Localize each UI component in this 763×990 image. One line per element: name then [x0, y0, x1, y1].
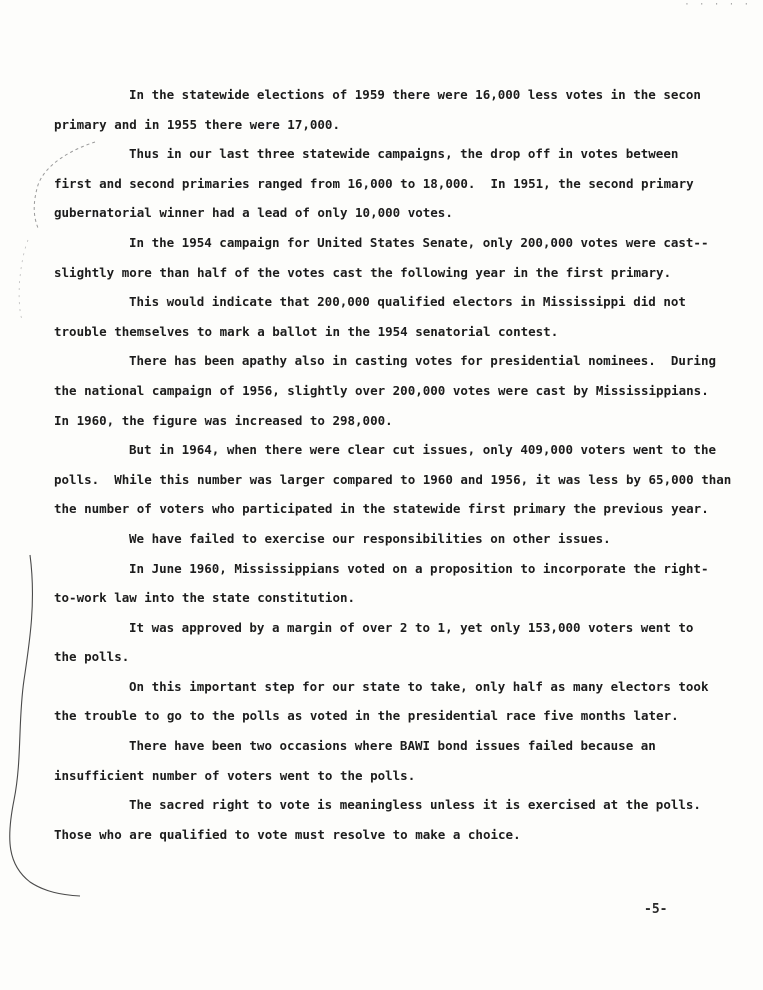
- text-line: We have failed to exercise our responsibilities on other issues.: [129, 530, 611, 546]
- text-line: the polls.: [54, 649, 130, 665]
- text-line: It was approved by a margin of over 2 to 1, yet only 153,000 voters went to: [129, 619, 694, 635]
- text-line: gubernatorial winner had a lead of only 10,000 votes.: [54, 205, 453, 221]
- text-line: On this important step for our state to take, only half as many electors took: [129, 678, 709, 694]
- text-line: In June 1960, Mississippians voted on a proposition to incorporate the right-: [129, 560, 709, 576]
- text-line: There has been apathy also in casting votes for presidential nominees. During: [129, 353, 716, 369]
- text-line: insufficient number of voters went to the polls.: [54, 767, 416, 783]
- text-line: slightly more than half of the votes cast the following year in the first primary.: [54, 264, 672, 280]
- text-line: trouble themselves to mark a ballot in the 1954 senatorial contest.: [54, 323, 559, 339]
- text-line: This would indicate that 200,000 qualified electors in Mississippi did not: [129, 294, 686, 310]
- text-line: In the statewide elections of 1959 there were 16,000 less votes in the secon: [129, 87, 701, 102]
- text-line: Those who are qualified to vote must resolve to make a choice.: [54, 826, 521, 842]
- body-text: [54, 80, 744, 849]
- text-line: polls. While this number was larger compared to 1960 and 1956, it was less by 65,000 than: [54, 471, 732, 487]
- text-line: the national campaign of 1956, slightly over 200,000 votes were cast by Mississippians.: [54, 382, 709, 398]
- text-line: Thus in our last three statewide campaigns, the drop off in votes between: [129, 146, 679, 162]
- text-line: In 1960, the figure was increased to 298,000.: [54, 412, 393, 428]
- text-line: primary and in 1955 there were 17,000.: [54, 116, 340, 132]
- corner-scan-marks: · · · · ·: [684, 0, 751, 10]
- text-line: the number of voters who participated in the statewide first primary the previous year.: [54, 501, 709, 517]
- text-line: But in 1964, when there were clear cut issues, only 409,000 voters went to the: [129, 442, 716, 458]
- text-line: In the 1954 campaign for United States Senate, only 200,000 votes were cast--: [129, 234, 709, 250]
- text-line: The sacred right to vote is meaningless unless it is exercised at the polls.: [129, 797, 701, 813]
- text-line: the trouble to go to the polls as voted in the presidential race five months later.: [54, 708, 679, 724]
- page-number: -5-: [644, 902, 668, 917]
- text-line: first and second primaries ranged from 16,000 to 18,000. In 1951, the second primary: [54, 175, 694, 191]
- text-line: to-work law into the state constitution.: [54, 590, 356, 606]
- text-line: There have been two occasions where BAWI bond issues failed because an: [129, 738, 656, 754]
